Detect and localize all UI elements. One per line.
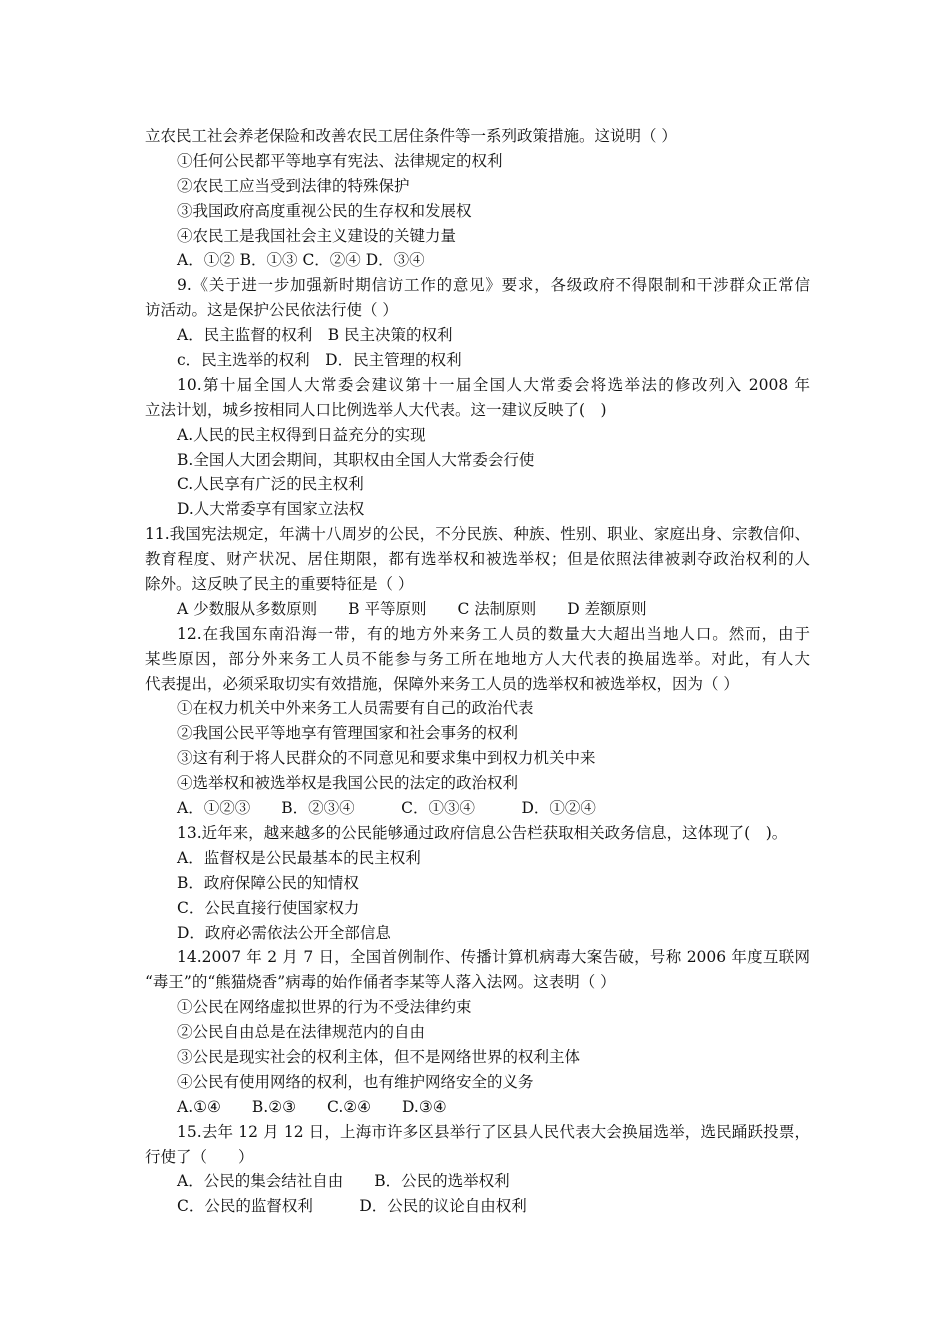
text-line: 行使了（ ） xyxy=(145,1147,254,1166)
text-line: A．公民的集会结社自由 B．公民的选举权利 xyxy=(177,1172,510,1191)
text-line: ③我国政府高度重视公民的生存权和发展权 xyxy=(177,201,472,220)
text-line: A.人民的民主权得到日益充分的实现 xyxy=(177,425,426,444)
text-line: A．①②③ B．②③④ C．①③④ D．①②④ xyxy=(177,799,596,818)
text-line: 除外。这反映了民主的重要特征是（ ） xyxy=(145,575,414,594)
text-line: D．政府必需依法公开全部信息 xyxy=(177,923,391,942)
text-line: A.①④ B.②③ C.②④ D.③④ xyxy=(177,1097,447,1116)
text-line: 立农民工社会养老保险和改善农民工居住条件等一系列政策措施。这说明（ ） xyxy=(145,127,677,145)
text-line: 9.《关于进一步加强新时期信访工作的意见》要求，各级政府不得限制和干涉群众正常信 xyxy=(177,276,810,295)
text-line: 某些原因，部分外来务工人员不能参与务工所在地地方人大代表的换届选举。对此，有人大 xyxy=(145,649,810,668)
text-line: 12.在我国东南沿海一带，有的地方外来务工人员的数量大大超出当地人口。然而，由于 xyxy=(177,624,810,643)
text-line: A．监督权是公民最基本的民主权利 xyxy=(177,848,421,867)
text-line: A．①② B．①③ C．②④ D．③④ xyxy=(177,251,425,270)
text-line: 14.2007 年 2 月 7 日，全国首例制作、传播计算机病毒大案告破，号称 2006 年度互联网 xyxy=(177,948,810,967)
text-line: 10.第十届全国人大常委会建议第十一届全国人大常委会将选举法的修改列入 2008 年 xyxy=(177,375,810,394)
document-page xyxy=(145,124,810,1219)
text-line: C．公民直接行使国家权力 xyxy=(177,898,360,917)
text-line: 11.我国宪法规定，年满十八周岁的公民，不分民族、种族、性别、职业、家庭出身、宗教信仰、 xyxy=(145,525,810,544)
text-line: 立法计划，城乡按相同人口比例选举人大代表。这一建议反映了( ) xyxy=(145,400,607,419)
text-line: B.全国人大团会期间，其职权由全国人大常委会行使 xyxy=(177,450,535,469)
text-line: ③这有利于将人民群众的不同意见和要求集中到权力机关中来 xyxy=(177,749,596,768)
text-line: ④公民有使用网络的权利，也有维护网络安全的义务 xyxy=(177,1072,534,1091)
text-line: 15.去年 12 月 12 日，上海市许多区县举行了区县人民代表大会换届选举，选民踊跃投票， xyxy=(177,1122,810,1141)
text-line: 代表提出，必须采取切实有效措施，保障外来务工人员的选举权和被选举权，因为（ ） xyxy=(145,674,739,693)
text-line: 教育程度、财产状况、居住期限，都有选举权和被选举权；但是依照法律被剥夺政治权利的人 xyxy=(145,550,810,569)
text-line: c．民主选举的权利 D．民主管理的权利 xyxy=(177,351,462,370)
text-line: 13.近年来，越来越多的公民能够通过政府信息公告栏获取相关政务信息，这体现了( )。 xyxy=(177,823,788,842)
text-line: ①在权力机关中外来务工人员需要有自己的政治代表 xyxy=(177,699,534,718)
text-line: ④农民工是我国社会主义建设的关键力量 xyxy=(177,226,457,245)
text-line: C．公民的监督权利 D．公民的议论自由权利 xyxy=(177,1197,527,1216)
text-line: ②农民工应当受到法律的特殊保护 xyxy=(177,176,410,195)
text-line: ②我国公民平等地享有管理国家和社会事务的权利 xyxy=(177,724,519,743)
text-line: ②公民自由总是在法律规范内的自由 xyxy=(177,1023,426,1042)
text-line: D.人大常委享有国家立法权 xyxy=(177,500,365,519)
text-line: ①任何公民都平等地享有宪法、法律规定的权利 xyxy=(177,151,503,170)
text-line: C.人民享有广泛的民主权利 xyxy=(177,475,364,494)
text-line: B．政府保障公民的知情权 xyxy=(177,873,359,892)
text-line: ③公民是现实社会的权利主体，但不是网络世界的权利主体 xyxy=(177,1047,581,1066)
text-line: ④选举权和被选举权是我国公民的法定的政治权利 xyxy=(177,774,519,793)
text-line: A．民主监督的权利 B 民主决策的权利 xyxy=(177,326,453,345)
text-line: 访活动。这是保护公民依法行使（ ） xyxy=(145,301,398,320)
text-line: “毒王”的“熊猫烧香”病毒的始作俑者李某等人落入法网。这表明（ ） xyxy=(145,973,616,992)
text-line: A 少数服从多数原则 B 平等原则 C 法制原则 D 差额原则 xyxy=(177,599,647,618)
text-line: ①公民在网络虚拟世界的行为不受法律约束 xyxy=(177,998,472,1017)
